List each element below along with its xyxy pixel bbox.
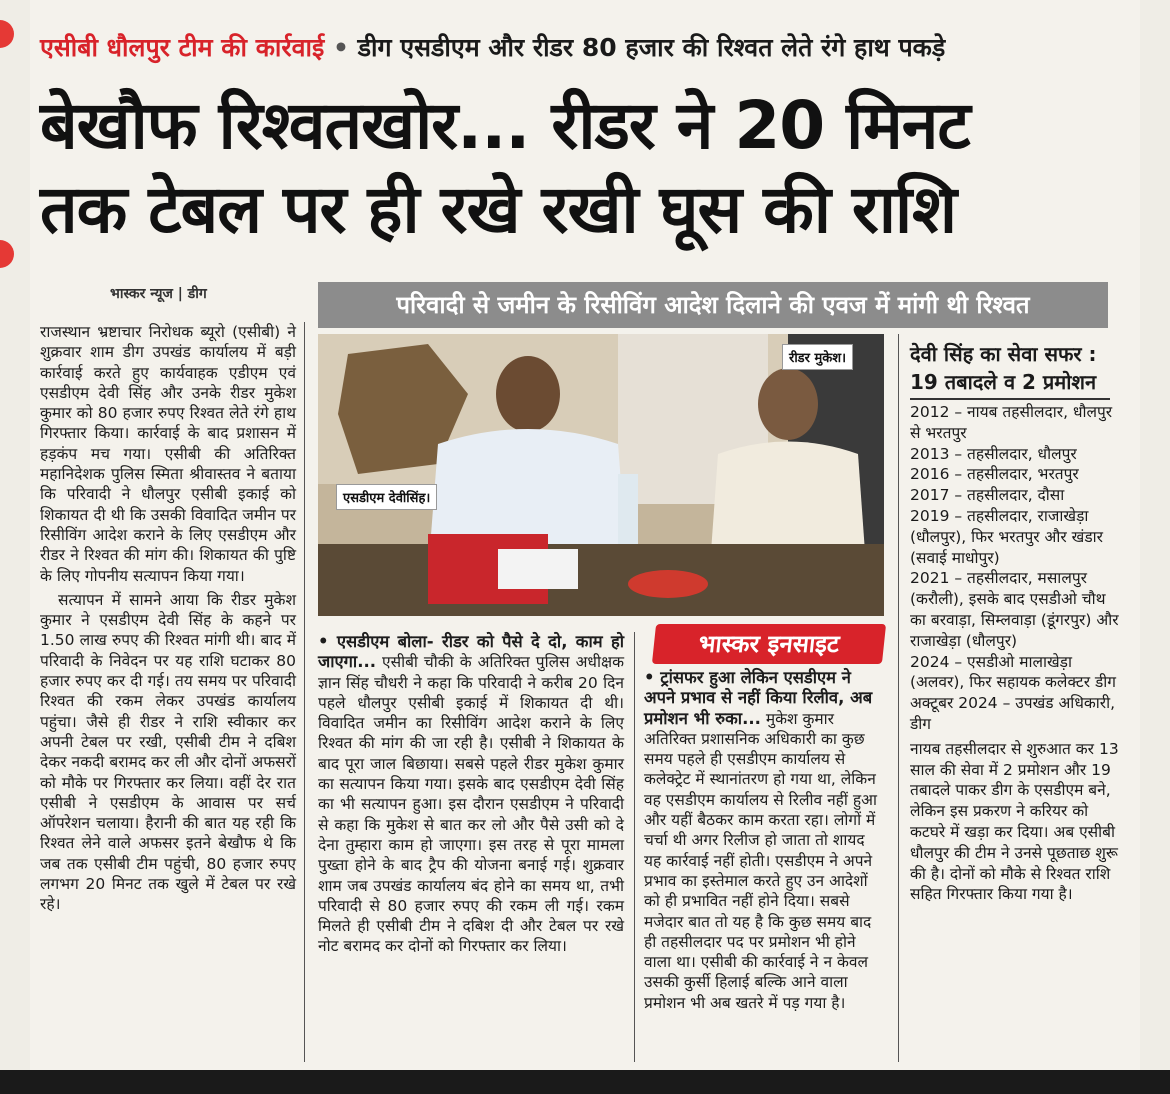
kicker <box>40 30 1120 70</box>
headline <box>40 84 1130 252</box>
kicker-right: डीग एसडीएम और रीडर 80 हजार की रिश्वत लेते रंगे हाथ पकड़े <box>357 33 946 62</box>
column-3 <box>644 668 884 1013</box>
byline: भास्कर न्यूज | डीग <box>110 286 207 302</box>
photo-caption-reader: रीडर मुकेश। <box>782 344 853 370</box>
col1-para-2: सत्यापन में सामने आया कि रीडर मुकेश कुमार ने एसडीएम देवी सिंह के कहने पर 1.50 लाख रुपए की रिश्वत मांगी थी। बाद में परिवादी के निवेदन पर यह राशि घटाकर 80 हजार रुपए कर दी गई। तय समय पर परिवादी रिश्वत की रकम लेकर उपखंड कार्यालय पहुंचा। जैसे ही रीडर ने राशि स्वीकार कर अपनी टेबल पर रखी, एसीबी टीम ने दबिश देकर नकदी बरामद कर ली और दोनों अफसरों को मौके पर गिरफ्तार कर लिया। वहीं देर रात एसीबी ने एसडीएम के आवास पर सर्च ऑपरेशन चलाया। हैरानी की बात यह रही कि रिश्वत लेने वाले अफसर इतने बेखौफ थे कि जब तक एसीबी टीम पहुंची, 80 हजार रुपए लगभग 20 मिनट तक खुले में टेबल पर रखे रहे। <box>40 590 296 914</box>
column-1 <box>40 322 296 915</box>
career-title-rule <box>910 398 1110 400</box>
photo-caption-sdm: एसडीएम देवीसिंह। <box>336 484 437 510</box>
career-item: 2016 – तहसीलदार, भरतपुर <box>910 465 1079 484</box>
col3-text: मुकेश कुमार अतिरिक्त प्रशासनिक अधिकारी का कुछ समय पहले ही एसडीएम कार्यालय से कलेक्ट्रेट में स्थानांतरण हो गया था, लेकिन वह एसडीएम कार्यालय से रिलीव नहीं हुआ और यहीं बैठकर काम करता रहा। लोगों में चर्चा थी अगर रिलीज हो जाता तो शायद यह कार्रवाई नहीं होती। एसडीएम ने अपने प्रभाव का इस्तेमाल करते हुए उन आदेशों को ही प्रभावित नहीं होने दिया। सबसे मजेदार बात तो यह है कि कुछ समय बाद ही तहसीलदार पद पर प्रमोशन भी होने वाला था। एसीबी की कार्रवाई ने न केवल उसकी कुर्सी हिलाई बल्कि आने वाला प्रमोशन भी अब खतरे में पड़ गया है। <box>644 709 877 1012</box>
column-divider <box>898 334 899 1062</box>
column-divider <box>634 632 635 1062</box>
headline-line-2: तक टेबल पर ही रखे रखी घूस की राशि <box>40 171 956 248</box>
career-title-line-1: देवी सिंह का सेवा सफर : <box>910 342 1097 366</box>
left-page-edge <box>0 0 30 1094</box>
kicker-left: एसीबी धौलपुर टीम की कार्रवाई <box>40 33 325 62</box>
bhaskar-insight-badge: भास्कर इनसाइट <box>652 624 886 664</box>
column-divider <box>304 322 305 1062</box>
red-dot-decoration <box>0 240 14 268</box>
career-summary: नायब तहसीलदार से शुरुआत कर 13 साल की सेवा में 2 प्रमोशन और 19 तबादले पाकर डीग के एसडीएम बने, लेकिन इस प्रकरण ने करियर को कटघरे में खड़ा कर दिया। अब एसीबी धौलपुर की टीम ने उनसे पूछताछ शुरू की है। दोनों को मौके से रिश्वत राशि सहित गिरफ्तार किया गया है। <box>910 739 1119 904</box>
career-item: 2024 – एसडीओ मालाखेड़ा (अलवर), फिर सहायक कलेक्टर डीग <box>910 652 1117 692</box>
col3-lead: • ट्रांसफर हुआ लेकिन एसडीएम ने अपने प्रभाव से नहीं किया रिलीव, अब प्रमोशन भी रुका... <box>644 668 873 728</box>
col1-para-1: राजस्थान भ्रष्टाचार निरोधक ब्यूरो (एसीबी) ने शुक्रवार शाम डीग उपखंड कार्यालय में बड़ी कार्रवाई करते हुए कार्यवाहक एडीएम एवं एसडीएम देवी सिंह और उनके रीडर मुकेश कुमार को 80 हजार रुपए रिश्वत लेते रंगे हाथ गिरफ्तार किया। कार्रवाई के बाद प्रशासन में हड़कंप मच गया। एसीबी की अतिरिक्त महानिदेशक पुलिस स्मिता श्रीवास्तव ने बताया कि परिवादी ने धौलपुर एसीबी इकाई को शिकायत दी थी कि उसकी विवादित जमीन पर रिसीविंग आदेश कराने के लिए एसडीएम और रीडर ने रिश्वत की मांग की। शिकायत की पुष्टि के लिए गोपनीय सत्यापन किया गया। <box>40 323 296 585</box>
career-list <box>910 402 1120 905</box>
career-item: 2012 – नायब तहसीलदार, धौलपुर से भरतपुर <box>910 403 1113 442</box>
headline-line-1: बेखौफ रिश्वतखोर... रीडर ने 20 मिनट <box>40 87 970 164</box>
career-item: 2021 – तहसीलदार, मसालपुर (करौली), इसके बाद एसडीओ चौथ का बरवाड़ा, सिम्लवाड़ा (डूंगरपुर) और राजाखेड़ा (धौलपुर) <box>910 569 1119 650</box>
red-dot-decoration <box>0 20 14 48</box>
career-item: 2013 – तहसीलदार, धौलपुर <box>910 444 1077 463</box>
career-item: 2017 – तहसीलदार, दौसा <box>910 486 1065 505</box>
page-bottom-edge <box>0 1070 1170 1094</box>
col2-text: एसीबी चौकी के अतिरिक्त पुलिस अधीक्षक ज्ञान सिंह चौधरी ने कहा कि परिवादी ने करीब 20 दिन पहले धौलपुर एसीबी इकाई में शिकायत दी थी। विवादित जमीन का रिसीविंग आदेश कराने के लिए रिश्वत की मांग की जा रही है। एसीबी ने शिकायत के बाद पूरा जाल बिछाया। सबसे पहले रीडर मुकेश कुमार का सत्यापन किया गया। इसके बाद एसडीएम देवी सिंह का भी सत्यापन हुआ। इस दौरान एसडीएम ने परिवादी से कहा कि मुकेश से बात कर लो और पैसे उसी को दे देना तुम्हारा काम हो जाएगा। इस तरह से पूरा मामला पुख्ता होने के बाद ट्रैप की योजना बनाई गई। शुक्रवार शाम जब उपखंड कार्यालय बंद होने का समय था, तभी परिवादी से 80 हजार रुपए की रकम ली गई। रकम मिलते ही एसीबी टीम ने दबिश दी और टेबल पर रखे नोट बरामद कर दोनों को गिरफ्तार कर लिया। <box>318 653 624 956</box>
right-page-edge <box>1140 0 1170 1094</box>
career-item: 2019 – तहसीलदार, राजाखेड़ा (धौलपुर), फिर भरतपुर और खंडार (सवाई माधोपुर) <box>910 506 1103 567</box>
column-2 <box>318 632 624 957</box>
kicker-bullet: • <box>332 33 349 62</box>
sub-headline-banner: परिवादी से जमीन के रिसीविंग आदेश दिलाने की एवज में मांगी थी रिश्वत <box>318 282 1108 328</box>
col2-lead: • एसडीएम बोला- रीडर को पैसे दे दो, काम हो जाएगा... <box>318 632 624 672</box>
career-title-line-2: 19 तबादले व 2 प्रमोशन <box>910 370 1097 394</box>
career-item: अक्टूबर 2024 – उपखंड अधिकारी, डीग <box>910 694 1116 733</box>
photo-illustration <box>318 334 884 616</box>
news-photo <box>318 334 884 616</box>
career-box-title <box>910 340 1130 396</box>
